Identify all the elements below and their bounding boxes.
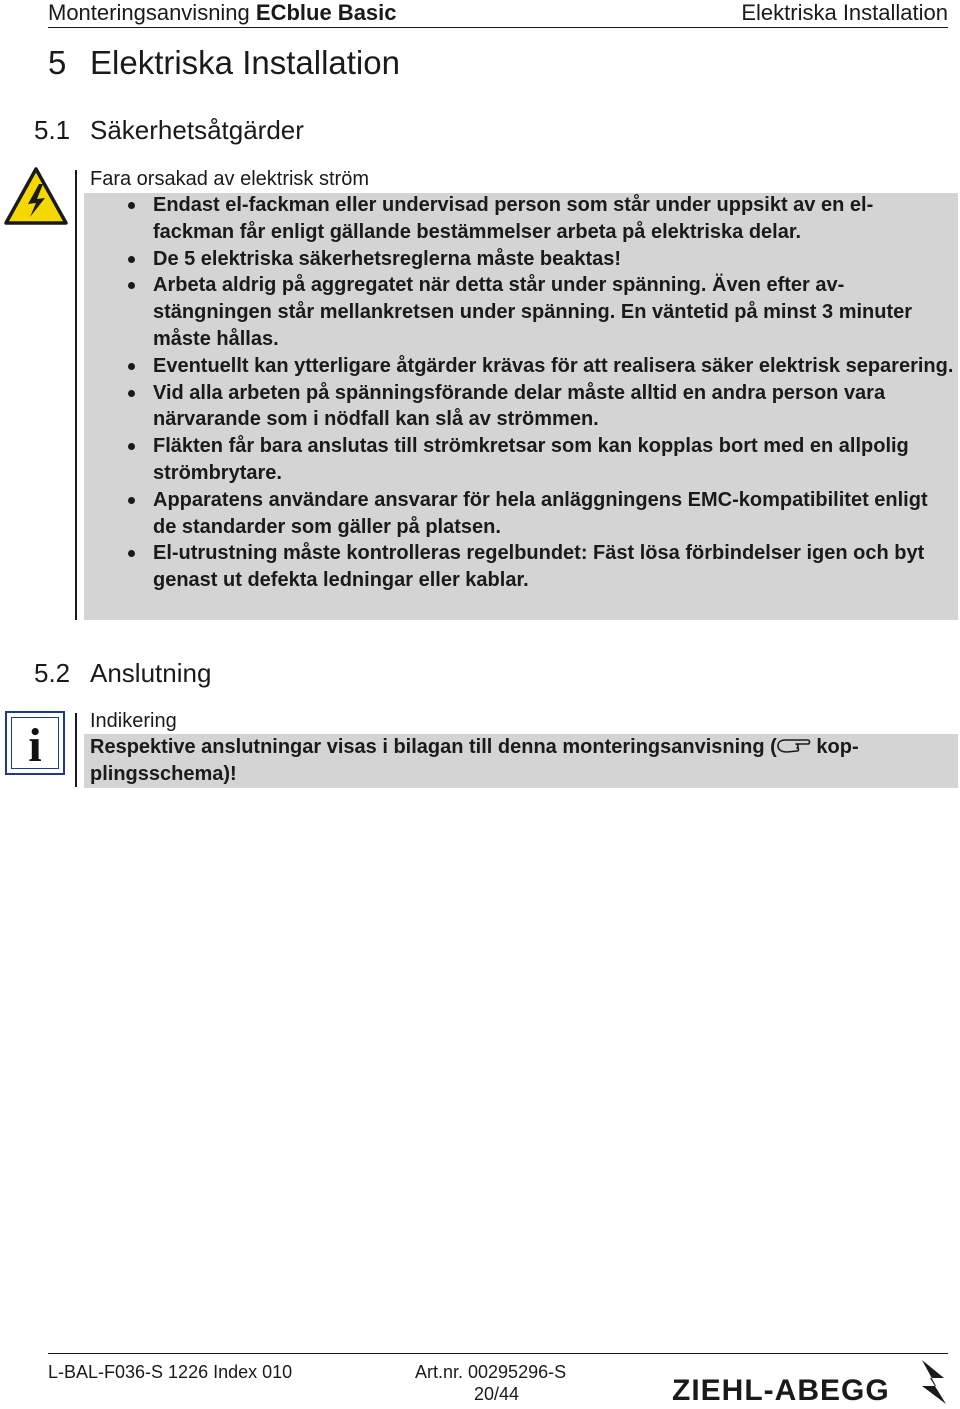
information-icon-frame — [11, 717, 59, 772]
section-heading-5-2 — [34, 657, 211, 689]
footer-page-number: 20/44 — [474, 1384, 520, 1404]
information-icon — [5, 711, 65, 775]
electric-hazard-warning-icon — [3, 166, 69, 226]
list-item: El-utrustning måste kontrolleras regelbundet: Fäst lösa förbindelser igen och byt genast ut defekta ledningar eller kablar. — [84, 540, 958, 594]
info-note — [84, 734, 958, 788]
list-item: Arbeta aldrig på aggregatet när detta står under spänning. Även efter av-stängningen står mellankretsen under spänning. En väntetid på minst 3 minuter måste hållas. — [84, 272, 958, 352]
section-number: 5.2 — [34, 658, 71, 688]
header-divider — [48, 27, 948, 28]
chapter-heading — [48, 43, 400, 83]
brand-arrow-icon — [916, 1356, 952, 1408]
pointing-hand-icon — [777, 738, 811, 754]
list-item: Apparatens användare ansvarar för hela anläggningens EMC-kompatibilitet enligt de standarder som gäller på platsen. — [84, 487, 958, 541]
warning-block-bar — [75, 170, 77, 620]
chapter-number: 5 — [48, 44, 67, 81]
chapter-title: Elektriska Installation — [90, 44, 400, 81]
hazard-title: Fara orsakad av elektrisk ström — [90, 168, 369, 190]
information-glyph: i — [28, 719, 42, 772]
list-item: Fläkten får bara anslutas till strömkretsar som kan kopplas bort med en allpolig strömbrytare. — [84, 433, 958, 487]
safety-rules-list — [84, 192, 958, 594]
info-title: Indikering — [90, 710, 177, 732]
footer-article-number: Art.nr. 00295296-S — [415, 1362, 567, 1382]
section-title: Anslutning — [90, 658, 212, 688]
section-heading-5-1 — [34, 114, 304, 146]
info-note-text-end: kop-plingsschema)! — [90, 736, 859, 785]
header-section-name: Elektriska Installation — [741, 0, 948, 25]
info-note-text: Respektive anslutningar visas i bilagan till denna monteringsanvisning ( — [90, 736, 777, 758]
footer-doc-code: L-BAL-F036-S 1226 Index 010 — [48, 1362, 293, 1382]
section-number: 5.1 — [34, 115, 71, 145]
info-block-bar — [75, 713, 77, 787]
header-product-name: ECblue Basic — [255, 0, 397, 25]
brand-name: ZIEHL-ABEGG — [672, 1374, 890, 1407]
section-title: Säkerhetsåtgärder — [90, 115, 304, 145]
footer-divider — [48, 1353, 948, 1354]
header-document-title — [48, 0, 397, 26]
ziehl-abegg-logo — [672, 1356, 952, 1408]
list-item: Vid alla arbeten på spänningsförande delar måste alltid en andra person vara närvarande som i nödfall kan slå av strömmen. — [84, 380, 958, 434]
list-item: Eventuellt kan ytterligare åtgärder krävas för att realisera säker elektrisk separering. — [84, 353, 958, 380]
list-item: De 5 elektriska säkerhetsreglerna måste beaktas! — [84, 246, 958, 273]
header-title-prefix: Monteringsanvisning — [48, 0, 250, 25]
list-item: Endast el-fackman eller undervisad person som står under uppsikt av en el-fackman får enligt gällande bestämmelser arbeta på elektriska delar. — [84, 192, 958, 246]
